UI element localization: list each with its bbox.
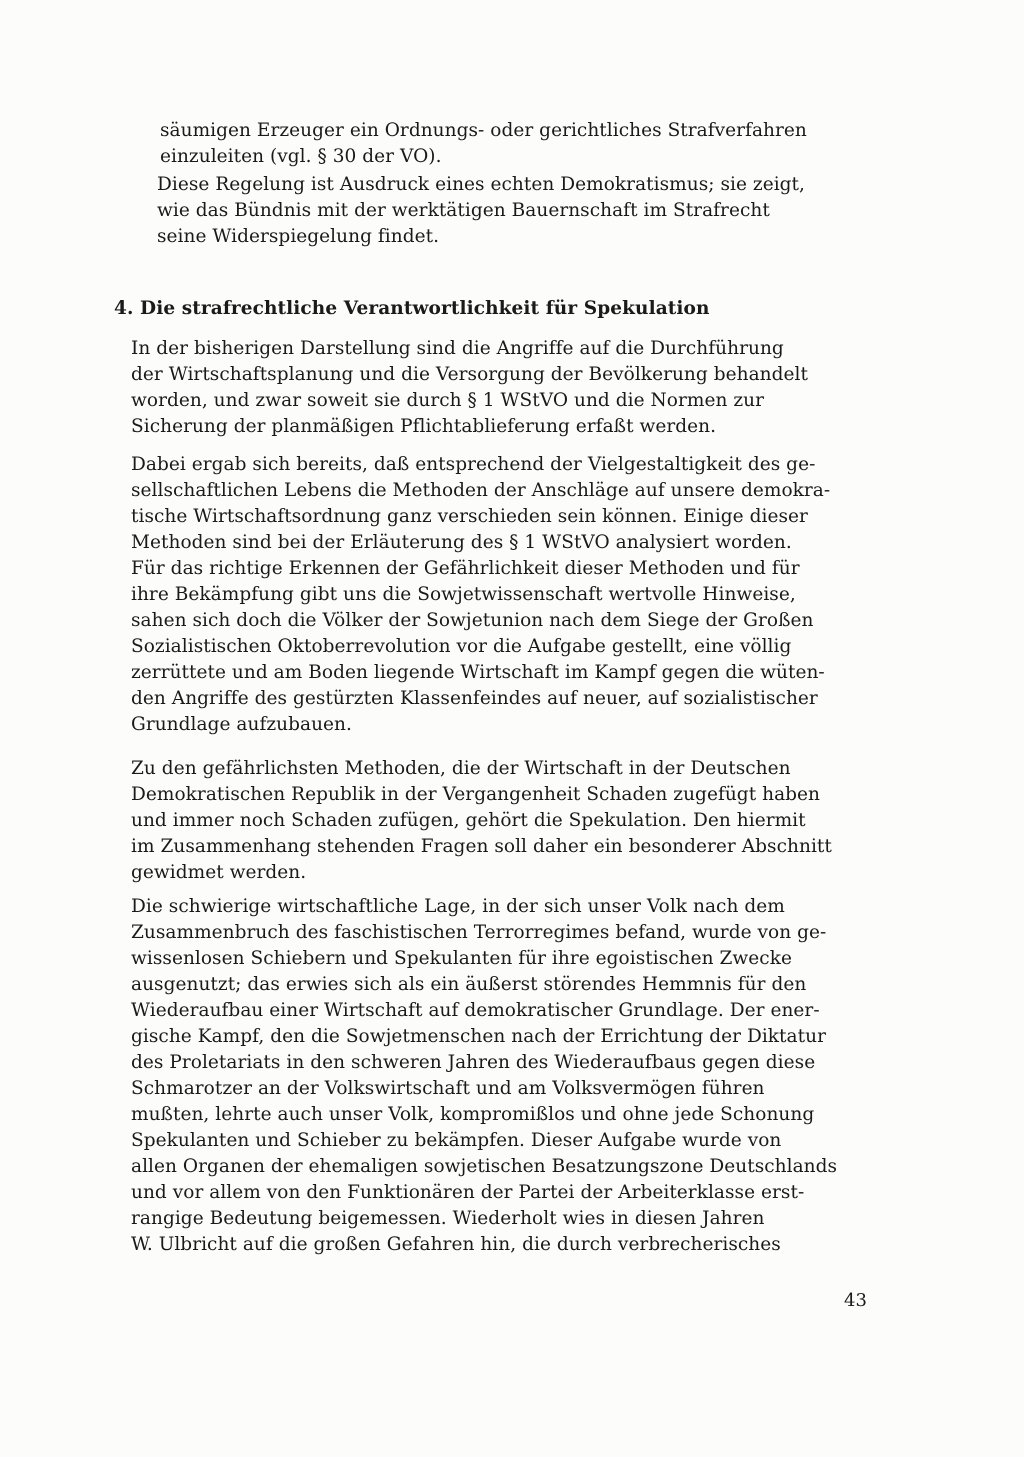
paragraph-wirtschaftliche-lage	[114, 894, 868, 1258]
paragraph-text: Zu den gefährlichsten Methoden, die der Wirtschaft in der Deutschen Demokratischen Republik in der Vergangenheit Schaden zugefügt haben und immer noch Schaden zufügen, gehört die Spekulation. Den hiermit im Zusammenhang stehenden Fragen soll daher ein besonderer Abschnitt gewidmet werden.	[131, 758, 832, 883]
paragraph-text: Diese Regelung ist Ausdruck eines echten Demokratismus; sie zeigt, wie das Bündnis mit der werktätigen Bauernschaft im Strafrecht seine Widerspiegelung findet.	[157, 174, 805, 247]
page-number: 43	[844, 1290, 867, 1311]
paragraph-text: In der bisherigen Darstellung sind die Angriffe auf die Durchführung der Wirtschaftsplanung und die Versorgung der Bevölkerung behandelt worden, und zwar soweit sie durch § 1 WStVO und die Normen zur Sicherung der planmäßigen Pflichtablieferung erfaßt werden.	[131, 338, 808, 437]
paragraph-methoden	[114, 452, 868, 738]
paragraph-text: säumigen Erzeuger ein Ordnungs- oder gerichtliches Strafverfahren einzuleiten (vgl. § 30 der VO).	[160, 120, 807, 167]
paragraph-regelung	[114, 172, 868, 250]
paragraph-continuation	[114, 118, 868, 170]
paragraph-spekulation	[114, 756, 868, 886]
paragraph-text: Dabei ergab sich bereits, daß entsprechend der Vielgestaltigkeit des ge- sellschaftlichen Lebens die Methoden der Anschläge auf unsere demokra- tische Wirtschaftsordnung ganz verschieden sein können. Einige dieser Methoden sind bei der Erläuterung des § 1 WStVO analysiert worden. Für das richtige Erkennen der Gefährlichkeit dieser Methoden und für ihre Bekämpfung gibt uns die Sowjetwissenschaft wertvolle Hinweise, sahen sich doch die Völker der Sowjetunion nach dem Siege der Großen Sozialistischen Oktoberrevolution vor die Aufgabe gestellt, eine völlig zerrüttete und am Boden liegende Wirtschaft im Kampf gegen die wüten- den Angriffe des gestürzten Klassenfeindes auf neuer, auf sozialistischer Grundlage aufzubauen.	[131, 454, 831, 735]
paragraph-text: Die schwierige wirtschaftliche Lage, in der sich unser Volk nach dem Zusammenbruch des faschistischen Terrorregimes befand, wurde von ge- wissenlosen Schiebern und Spekulanten für ihre egoistischen Zwecke ausgenutzt; das erwies sich als ein äußerst störendes Hemmnis für den Wiederaufbau einer Wirtschaft auf demokratischer Grundlage. Der ener- gische Kampf, den die Sowjetmenschen nach der Errichtung der Diktatur des Proletariats in den schweren Jahren des Wiederaufbaus gegen diese Schmarotzer an der Volkswirtschaft und am Volksvermögen führen mußten, lehrte auch unser Volk, kompromißlos und ohne jede Schonung Spekulanten und Schieber zu bekämpfen. Dieser Aufgabe wurde von allen Organen der ehemaligen sowjetischen Besatzungszone Deutschlands und vor allem von den Funktionären der Partei der Arbeiterklasse erst- rangige Bedeutung beigemessen. Wiederholt wies in diesen Jahren W. Ulbricht auf die großen Gefahren hin, die durch verbrecherisches	[131, 896, 838, 1255]
section-heading: 4. Die strafrechtliche Verantwortlichkeit für Spekulation	[114, 298, 710, 319]
paragraph-darstellung	[114, 336, 868, 440]
